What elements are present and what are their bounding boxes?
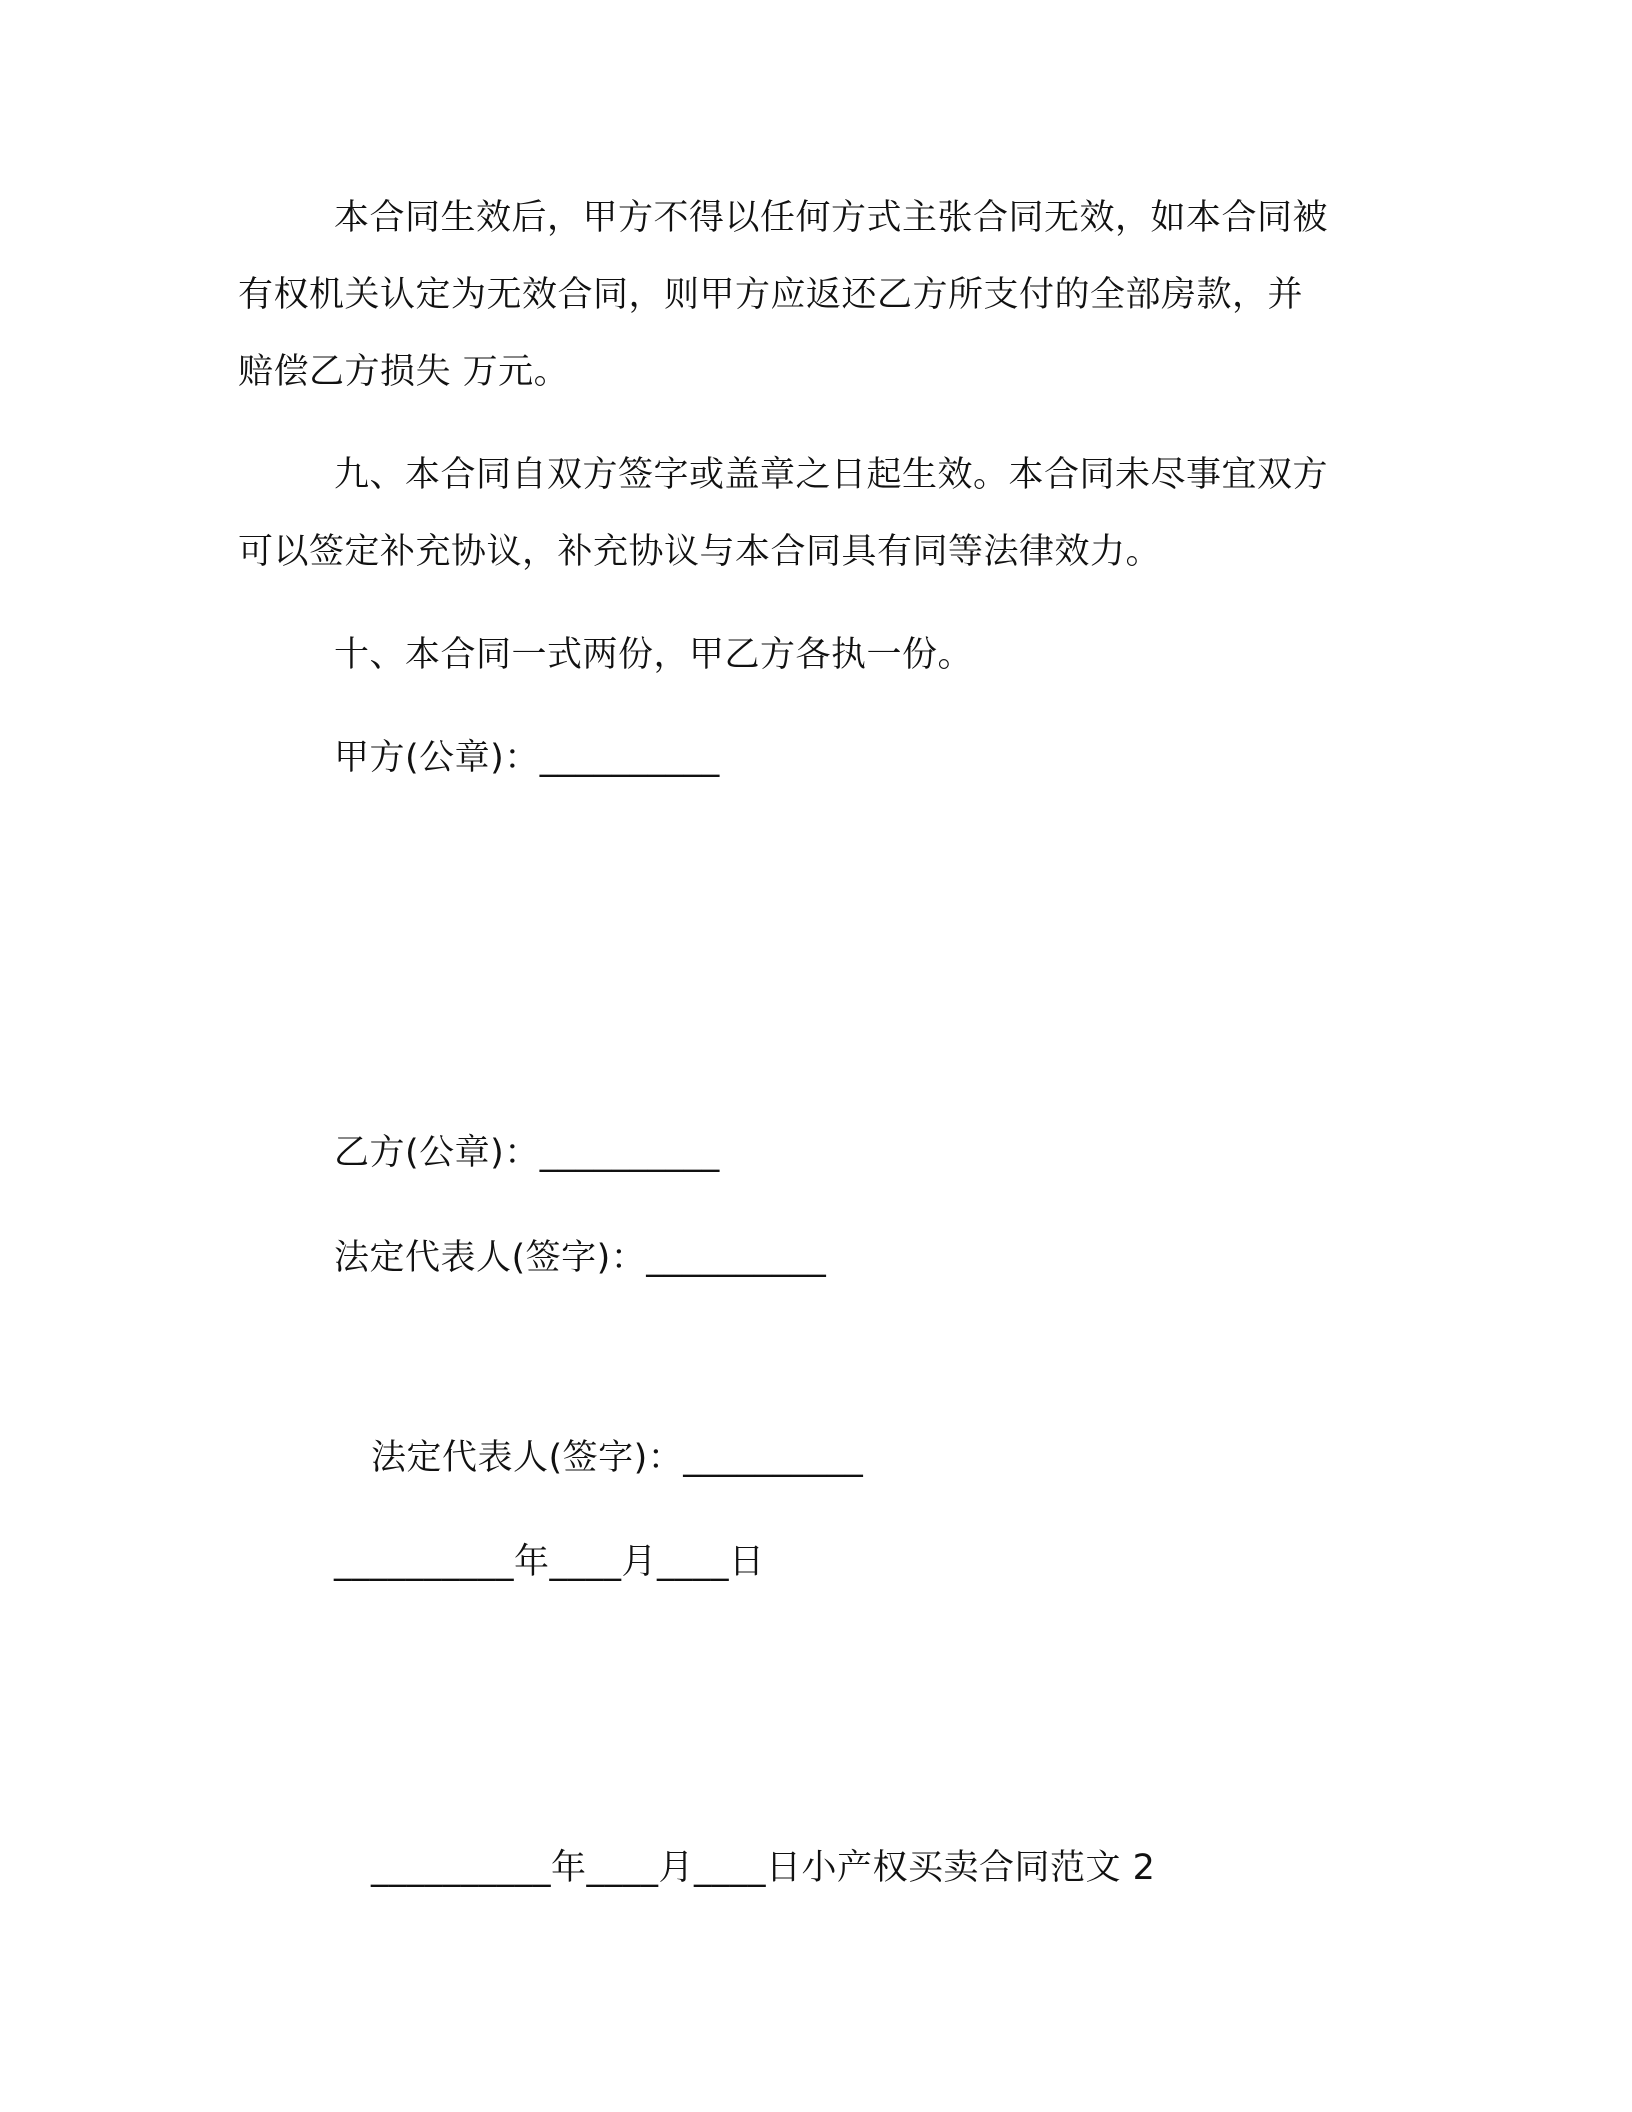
clause-9-line-1: 九、本合同自双方签字或盖章之日起生效。本合同未尽事宜双方 [334,455,1329,495]
paragraph-8-line-1: 本合同生效后，甲方不得以任何方式主张合同无效，如本合同被 [334,198,1329,238]
date-line-with-title: __________年____月____日小产权买卖合同范文 2 [371,1848,1156,1888]
date-line: __________年____月____日 [334,1542,765,1582]
paragraph-8-line-2: 有权机关认定为无效合同，则甲方应返还乙方所支付的全部房款，并 [238,275,1304,315]
paragraph-8-line-3: 赔偿乙方损失 万元。 [238,352,570,392]
clause-9-line-2: 可以签定补充协议，补充协议与本合同具有同等法律效力。 [238,532,1162,572]
party-a-seal: 甲方(公章)：__________ [334,738,720,778]
legal-rep-signature-1: 法定代表人(签字)：__________ [334,1238,827,1278]
party-b-seal: 乙方(公章)：__________ [334,1133,720,1173]
legal-rep-signature-2: 法定代表人(签字)：__________ [371,1438,864,1478]
clause-10: 十、本合同一式两份，甲乙方各执一份。 [334,635,974,675]
